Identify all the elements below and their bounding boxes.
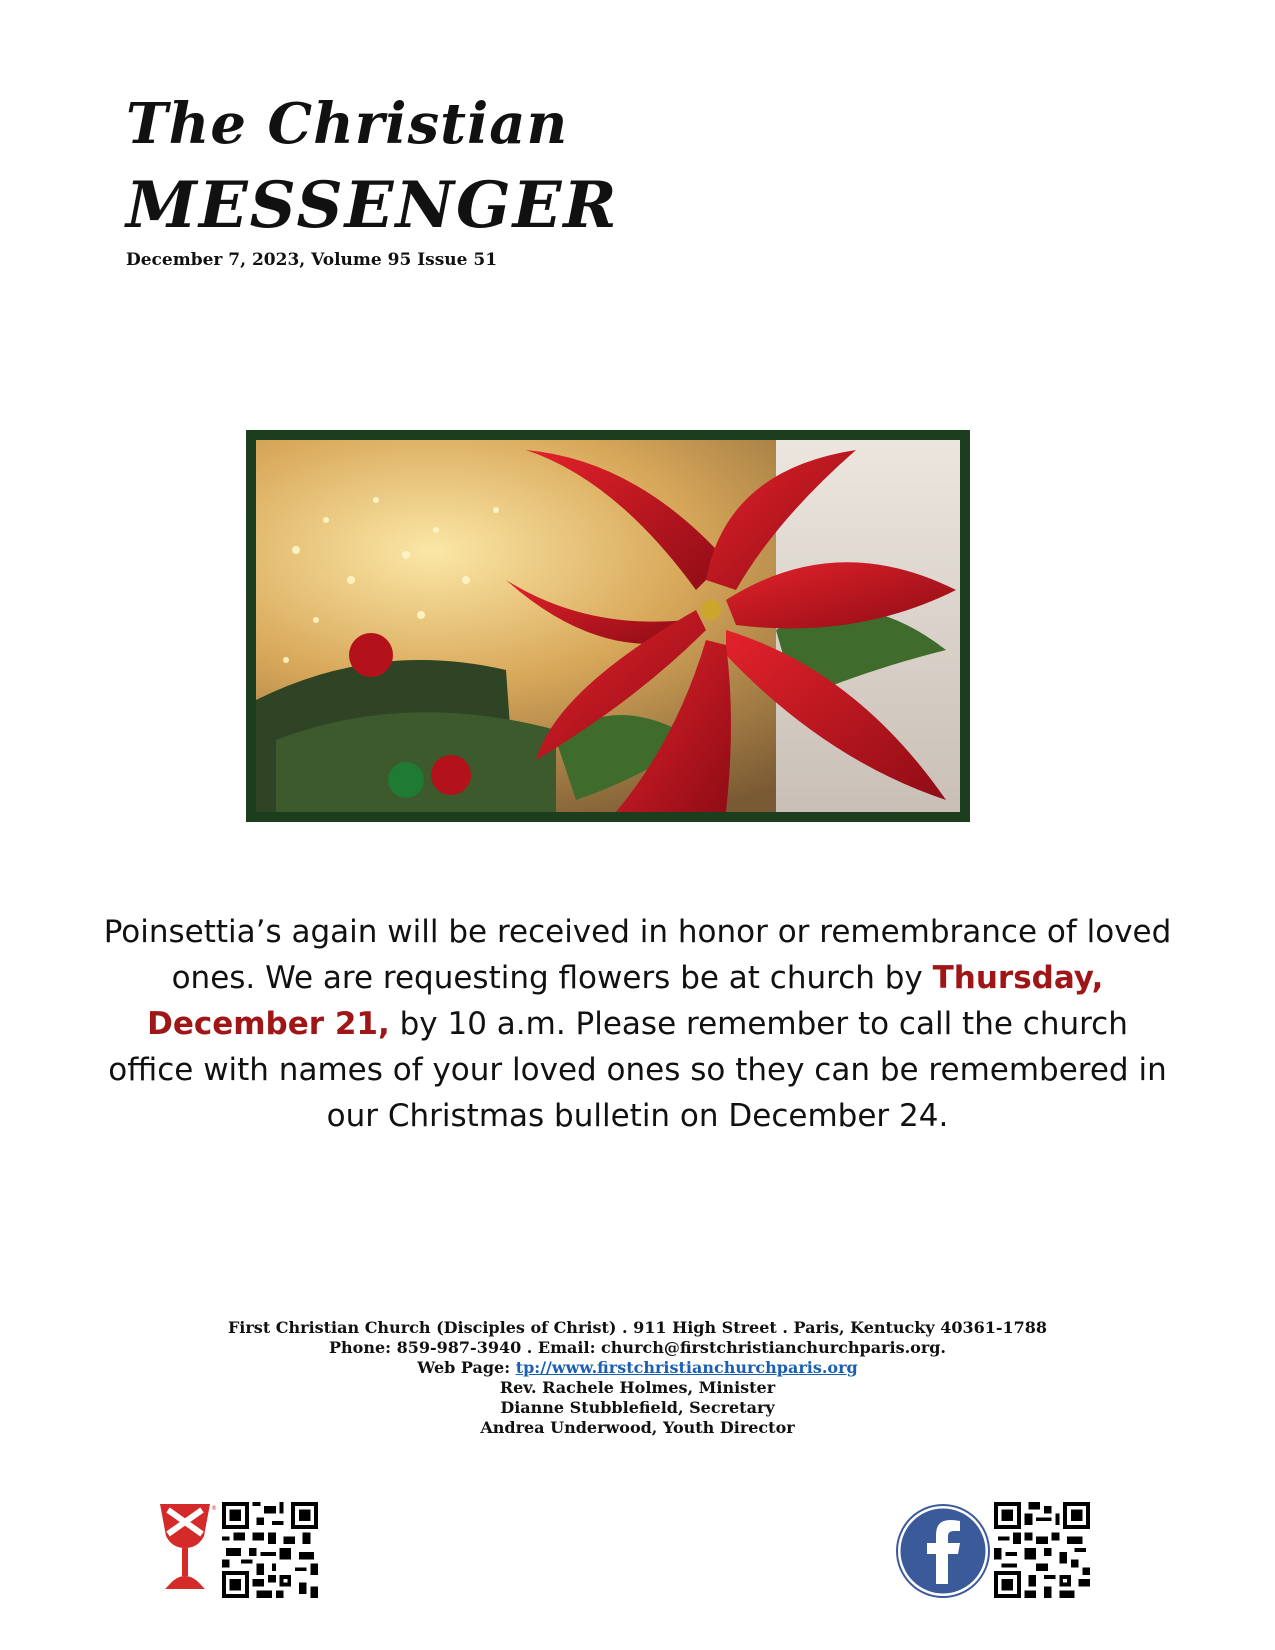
announcement-deadline: Thursday, December 21,	[147, 960, 1104, 1042]
poinsettia-announcement	[100, 909, 1175, 1139]
poinsettia-illustration	[256, 440, 960, 812]
web-page-label: Web Page:	[417, 1358, 516, 1377]
announcement-text-1: Poinsettia’s again will be received in honor or remembrance of loved ones. We are requesting flowers be at church by	[103, 914, 1172, 996]
web-page-link[interactable]: tp://www.firstchristianchurchparis.org	[515, 1358, 858, 1377]
church-contact-block	[0, 1318, 1275, 1438]
svg-text:®: ®	[211, 1505, 217, 1512]
church-address: First Christian Church (Disciples of Christ) . 911 High Street . Paris, Kentucky 40361-1788	[227, 1318, 1048, 1337]
issue-dateline: December 7, 2023, Volume 95 Issue 51	[126, 250, 498, 270]
newsletter-title: The Christian	[126, 91, 569, 157]
staff-minister: Rev. Rachele Holmes, Minister	[499, 1378, 776, 1397]
facebook-icon[interactable]	[896, 1504, 990, 1598]
qr-code-icon[interactable]	[222, 1502, 318, 1598]
newsletter-name: MESSENGER	[126, 168, 619, 243]
poinsettia-photo	[246, 430, 970, 822]
church-web-row	[0, 1358, 1275, 1378]
staff-secretary: Dianne Stubblefield, Secretary	[500, 1398, 775, 1417]
announcement-text-2: by 10 a.m. Please remember to call the church office with names of your loved ones so they can be remembered in our Christmas bulletin on December 24.	[108, 1006, 1167, 1134]
staff-youth-director: Andrea Underwood, Youth Director	[480, 1418, 795, 1437]
qr-code-icon[interactable]	[994, 1502, 1090, 1598]
masthead	[126, 91, 619, 270]
disciples-chalice-icon	[158, 1502, 216, 1594]
church-phone-email: Phone: 859-987-3940 . Email: church@firstchristianchurchparis.org.	[328, 1338, 946, 1357]
